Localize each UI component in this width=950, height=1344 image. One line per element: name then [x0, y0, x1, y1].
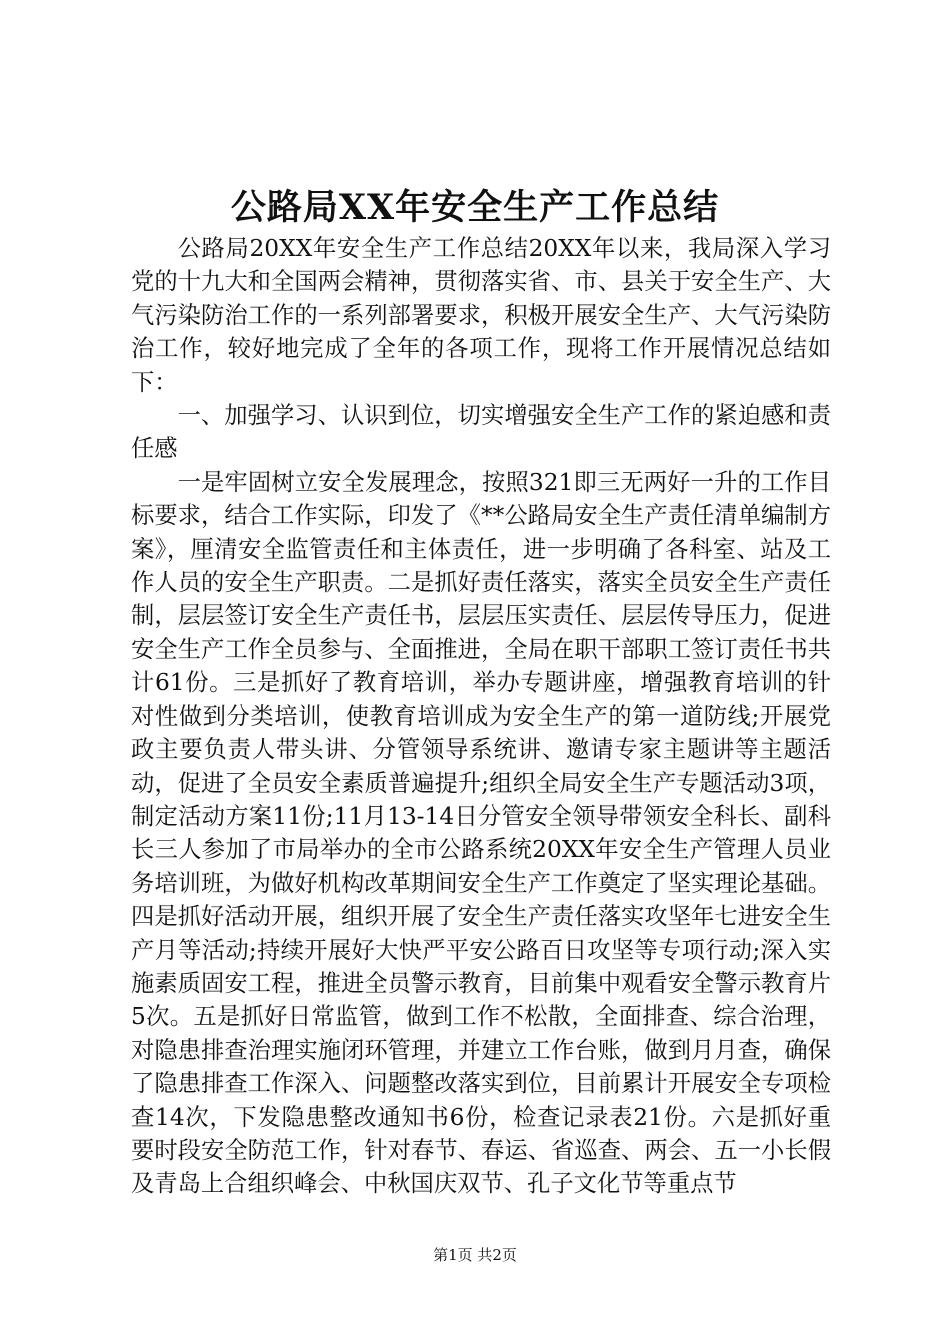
- body-paragraph: 一是牢固树立安全发展理念，按照321即三无两好一升的工作目标要求，结合工作实际，印发了《**公路局安全生产责任清单编制方案》，厘清安全监管责任和主体责任，进一步明确了各科室、站及工作人员的安全生产职责。二是抓好责任落实，落实全员安全生产责任制，层层签订安全生产责任书，层层压实责任、层层传导压力，促进安全生产工作全员参与、全面推进，全局在职干部职工签订责任书共计61份。三是抓好了教育培训，举办专题讲座，增强教育培训的针对性做到分类培训，使教育培训成为安全生产的第一道防线;开展党政主要负责人带头讲、分管领导系统讲、邀请专家主题讲等主题活动，促进了全员安全素质普遍提升;组织全局安全生产专题活动3项，制定活动方案11份;11月13-14日分管安全领导带领安全科长、副科长三人参加了市局举办的全市公路系统20XX年安全生产管理人员业务培训班，为做好机构改革期间安全生产工作奠定了坚实理论基础。四是抓好活动开展，组织开展了安全生产责任落实攻坚年七进安全生产月等活动;持续开展好大快严平安公路百日攻坚等专项行动;深入实施素质固安工程，推进全员警示教育，目前集中观看安全警示教育片5次。五是抓好日常监管，做到工作不松散，全面排查、综合治理，对隐患排查治理实施闭环管理，并建立工作台账，做到月月查，确保了隐患排查工作深入、问题整改落实到位，目前累计开展安全专项检查14次，下发隐患整改通知书6份，检查记录表21份。六是抓好重要时段安全防范工作，针对春节、春运、省巡查、两会、五一小长假及青岛上合组织峰会、中秋国庆双节、孔子文化节等重点节: [131, 468, 831, 1198]
- document-title: 公路局XX年安全生产工作总结: [230, 187, 720, 228]
- document-body: [131, 232, 831, 1201]
- intro-paragraph: 公路局20XX年安全生产工作总结20XX年以来，我局深入学习党的十九大和全国两会精神，贯彻落实省、市、县关于安全生产、大气污染防治工作的一系列部署要求，积极开展安全生产、大气污染防治工作，较好地完成了全年的各项工作，现将工作开展情况总结如下：: [131, 235, 831, 396]
- page-number: 第1页 共2页: [433, 1246, 517, 1264]
- section-heading: 一、加强学习、认识到位，切实增强安全生产工作的紧迫感和责任感: [131, 402, 831, 463]
